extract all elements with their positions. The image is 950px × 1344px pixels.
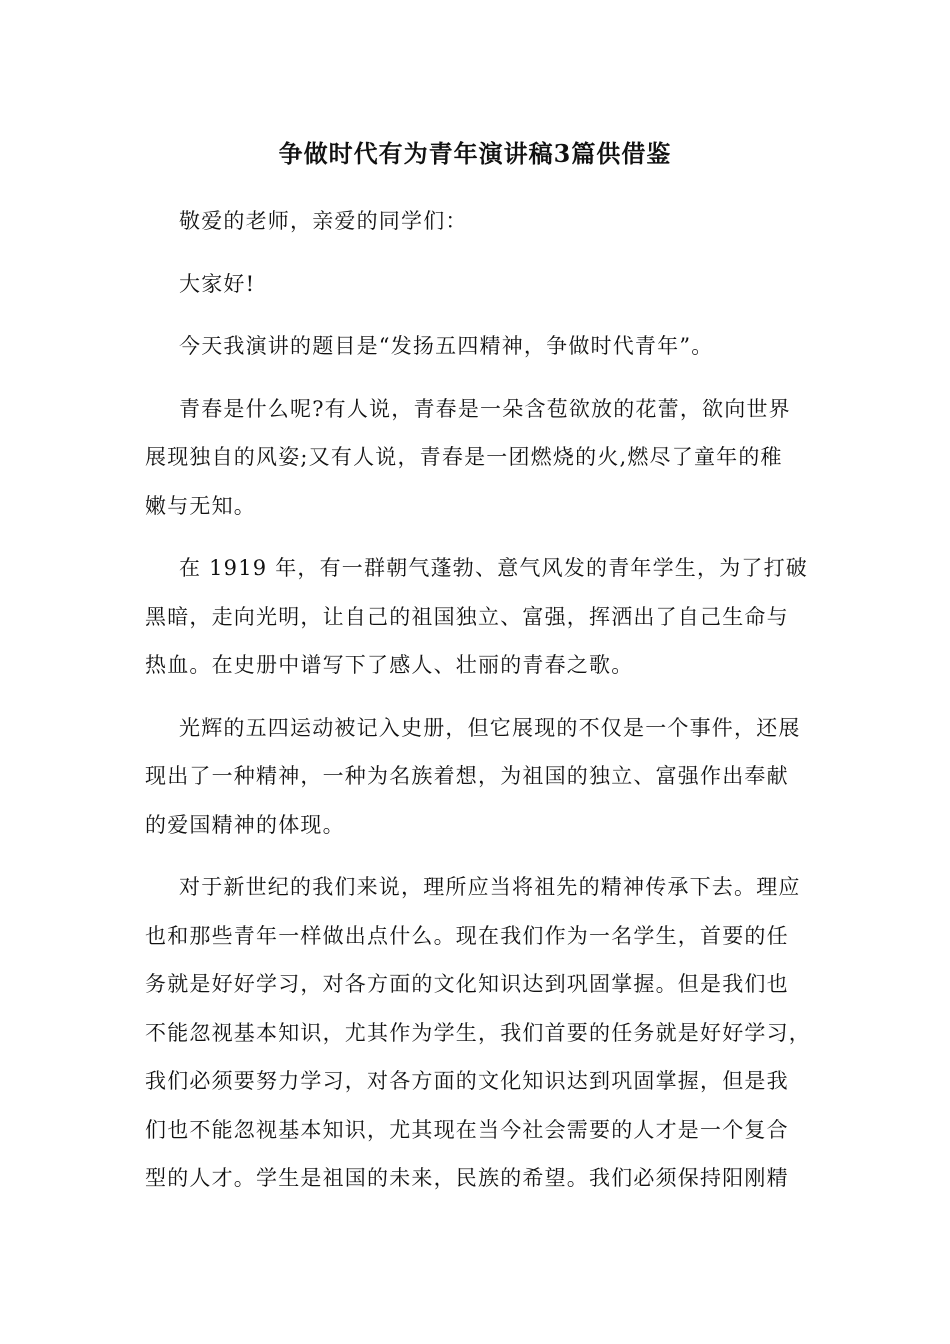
paragraph-1919 — [145, 544, 808, 690]
paragraph-new-century — [145, 863, 811, 1203]
text-line: 今天我演讲的题目是“发扬五四精神，争做时代青年”。 — [179, 334, 714, 358]
paragraph-topic — [145, 322, 805, 371]
text-line: 对于新世纪的我们来说，理所应当将祖先的精神传承下去。理应 — [179, 875, 801, 899]
text-line: 的爱国精神的体现。 — [145, 812, 345, 837]
text-line: 也和那些青年一样做出点什么。现在我们作为一名学生，首要的任 — [145, 923, 789, 948]
text-line: 不能忽视基本知识，尤其作为学生，我们首要的任务就是好好学习， — [145, 1020, 811, 1045]
text-line: 热血。在史册中谱写下了感人、壮丽的青春之歌。 — [145, 653, 634, 677]
text-line: 型的人才。学生是祖国的未来，民族的希望。我们必须保持阳刚精 — [145, 1166, 789, 1190]
text-line: 青春是什么呢?有人说，青春是一朵含苞欲放的花蕾，欲向世界 — [179, 396, 791, 421]
text-line: 展现独自的风姿;又有人说，青春是一团燃烧的火,燃尽了童年的稚 — [145, 445, 783, 469]
text-line: 嫩与无知。 — [145, 493, 256, 518]
text-line: 们也不能忽视基本知识，尤其现在当今社会需要的人才是一个复合 — [145, 1117, 789, 1142]
text-line: 黑暗，走向光明，让自己的祖国独立、富强，挥洒出了自己生命与 — [145, 604, 789, 629]
document-body — [145, 197, 811, 1203]
text-line: 务就是好好学习，对各方面的文化知识达到巩固掌握。但是我们也 — [145, 972, 789, 996]
text-line: 敬爱的老师，亲爱的同学们： — [179, 209, 468, 233]
paragraph-greeting — [145, 197, 805, 246]
paragraph-may-fourth — [145, 704, 805, 850]
text-line: 光辉的五四运动被记入史册，但它展现的不仅是一个事件，还展 — [179, 715, 801, 740]
text-line: 现出了一种精神，一种为名族着想，为祖国的独立、富强作出奉献 — [145, 764, 789, 788]
text-line: 在 1919 年，有一群朝气蓬勃、意气风发的青年学生，为了打破 — [179, 556, 808, 580]
text-line: 我们必须要努力学习，对各方面的文化知识达到巩固掌握，但是我 — [145, 1069, 789, 1093]
document-title: 争做时代有为青年演讲稿3篇供借鉴 — [278, 139, 672, 168]
text-line: 大家好! — [179, 271, 256, 296]
paragraph-youth — [145, 385, 805, 531]
paragraph-hello — [145, 260, 805, 309]
